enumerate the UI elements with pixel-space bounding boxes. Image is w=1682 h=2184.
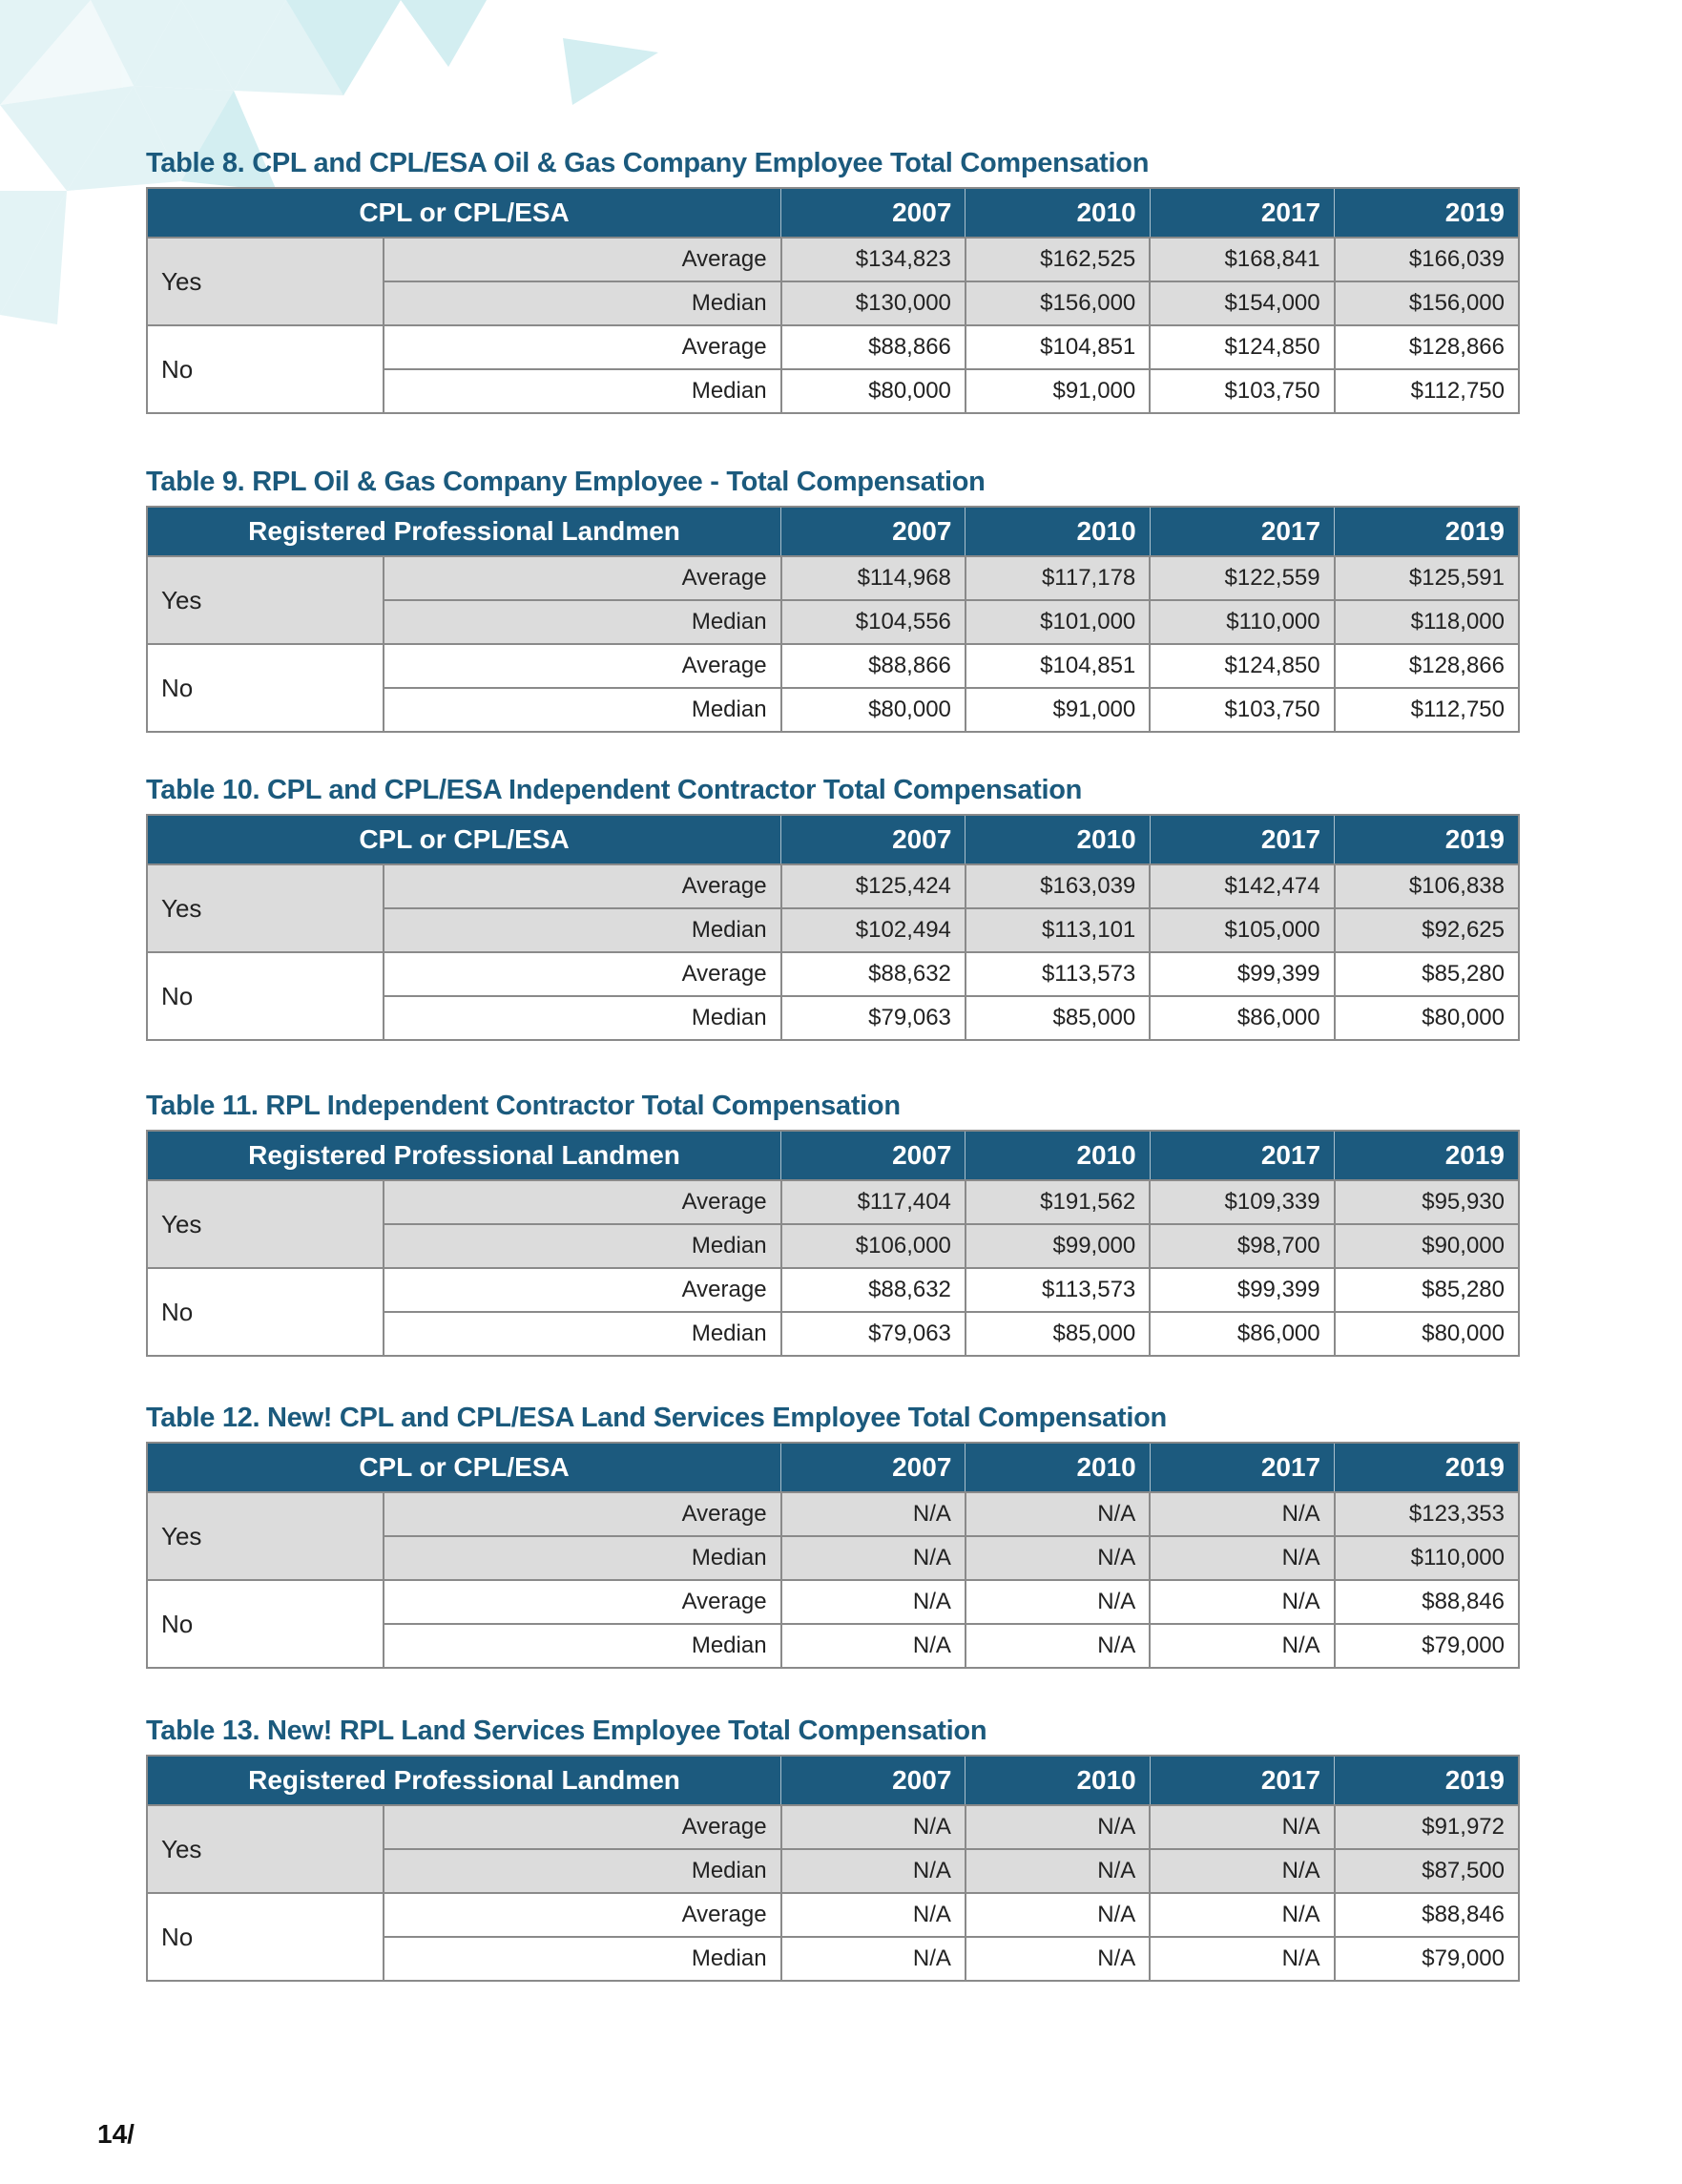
stat-label: Average xyxy=(384,1268,780,1312)
value-cell: N/A xyxy=(966,1937,1150,1981)
value-cell: $112,750 xyxy=(1335,688,1519,732)
value-cell: $102,494 xyxy=(781,908,966,952)
stat-label: Average xyxy=(384,556,780,600)
value-cell: N/A xyxy=(966,1805,1150,1849)
value-cell: $92,625 xyxy=(1335,908,1519,952)
year-header: 2010 xyxy=(966,1131,1150,1180)
value-cell: $88,846 xyxy=(1335,1893,1519,1937)
table-12-section xyxy=(146,1398,1520,1669)
table-row xyxy=(147,238,1519,281)
compensation-table xyxy=(146,506,1520,733)
value-cell: $113,101 xyxy=(966,908,1150,952)
page-number: 14/ xyxy=(97,2119,135,2149)
value-cell: $124,850 xyxy=(1150,325,1334,369)
compensation-table xyxy=(146,814,1520,1041)
value-cell: $80,000 xyxy=(781,369,966,413)
table-row xyxy=(147,864,1519,908)
value-cell: $103,750 xyxy=(1150,688,1334,732)
year-header: 2019 xyxy=(1335,815,1519,864)
value-cell: $117,404 xyxy=(781,1180,966,1224)
year-header: 2019 xyxy=(1335,507,1519,556)
stat-label: Average xyxy=(384,1492,780,1536)
value-cell: $113,573 xyxy=(966,952,1150,996)
value-cell: $95,930 xyxy=(1335,1180,1519,1224)
group-label: Yes xyxy=(147,1180,384,1268)
stat-label: Median xyxy=(384,1224,780,1268)
value-cell: $124,850 xyxy=(1150,644,1334,688)
value-cell: $142,474 xyxy=(1150,864,1334,908)
table-header-row xyxy=(147,815,1519,864)
year-header: 2007 xyxy=(781,188,966,238)
table-9-section xyxy=(146,462,1520,733)
group-label: Yes xyxy=(147,238,384,325)
group-label: No xyxy=(147,1268,384,1356)
stat-label: Median xyxy=(384,369,780,413)
table-8-section xyxy=(146,143,1520,414)
stat-label: Median xyxy=(384,1312,780,1356)
value-cell: $105,000 xyxy=(1150,908,1334,952)
stat-label: Average xyxy=(384,1180,780,1224)
value-cell: $98,700 xyxy=(1150,1224,1334,1268)
value-cell: N/A xyxy=(966,1624,1150,1668)
value-cell: N/A xyxy=(781,1624,966,1668)
value-cell: $88,632 xyxy=(781,1268,966,1312)
table-caption: Table 9. RPL Oil & Gas Company Employee - Total Compensation xyxy=(146,467,986,497)
value-cell: $85,280 xyxy=(1335,952,1519,996)
table-header-row xyxy=(147,188,1519,238)
table-13-section xyxy=(146,1711,1520,1982)
value-cell: N/A xyxy=(781,1492,966,1536)
value-cell: $91,000 xyxy=(966,688,1150,732)
table-caption: Table 8. CPL and CPL/ESA Oil & Gas Company Employee Total Compensation xyxy=(146,148,1150,178)
stat-label: Median xyxy=(384,1624,780,1668)
value-cell: $163,039 xyxy=(966,864,1150,908)
table-row xyxy=(147,644,1519,688)
compensation-table xyxy=(146,1755,1520,1982)
table-caption: Table 13. New! RPL Land Services Employee Total Compensation xyxy=(146,1716,987,1746)
value-cell: $162,525 xyxy=(966,238,1150,281)
value-cell: $117,178 xyxy=(966,556,1150,600)
value-cell: $79,000 xyxy=(1335,1624,1519,1668)
table-row xyxy=(147,1180,1519,1224)
value-cell: $88,846 xyxy=(1335,1580,1519,1624)
year-header: 2017 xyxy=(1150,1443,1334,1492)
year-header: 2017 xyxy=(1150,815,1334,864)
value-cell: N/A xyxy=(1150,1893,1334,1937)
value-cell: $112,750 xyxy=(1335,369,1519,413)
value-cell: $91,000 xyxy=(966,369,1150,413)
value-cell: N/A xyxy=(781,1580,966,1624)
value-cell: N/A xyxy=(1150,1805,1334,1849)
value-cell: $154,000 xyxy=(1150,281,1334,325)
group-label: Yes xyxy=(147,556,384,644)
year-header: 2007 xyxy=(781,1443,966,1492)
compensation-table xyxy=(146,1130,1520,1357)
value-cell: N/A xyxy=(966,1492,1150,1536)
value-cell: $106,000 xyxy=(781,1224,966,1268)
stat-label: Average xyxy=(384,238,780,281)
group-column-header: CPL or CPL/ESA xyxy=(147,188,781,238)
stat-label: Median xyxy=(384,996,780,1040)
table-row xyxy=(147,1805,1519,1849)
value-cell: $125,591 xyxy=(1335,556,1519,600)
year-header: 2019 xyxy=(1335,1756,1519,1805)
table-row xyxy=(147,1580,1519,1624)
value-cell: $88,866 xyxy=(781,325,966,369)
value-cell: N/A xyxy=(1150,1624,1334,1668)
value-cell: N/A xyxy=(1150,1580,1334,1624)
stat-label: Average xyxy=(384,1580,780,1624)
value-cell: N/A xyxy=(1150,1536,1334,1580)
table-caption: Table 12. New! CPL and CPL/ESA Land Services Employee Total Compensation xyxy=(146,1403,1167,1433)
value-cell: $79,063 xyxy=(781,996,966,1040)
group-label: No xyxy=(147,952,384,1040)
group-column-header: Registered Professional Landmen xyxy=(147,1756,781,1805)
value-cell: $109,339 xyxy=(1150,1180,1334,1224)
stat-label: Median xyxy=(384,1536,780,1580)
value-cell: $91,972 xyxy=(1335,1805,1519,1849)
year-header: 2010 xyxy=(966,1443,1150,1492)
value-cell: $104,851 xyxy=(966,325,1150,369)
stat-label: Average xyxy=(384,1805,780,1849)
value-cell: N/A xyxy=(781,1536,966,1580)
table-row xyxy=(147,556,1519,600)
value-cell: $99,399 xyxy=(1150,952,1334,996)
value-cell: N/A xyxy=(1150,1492,1334,1536)
value-cell: $113,573 xyxy=(966,1268,1150,1312)
value-cell: $156,000 xyxy=(1335,281,1519,325)
table-header-row xyxy=(147,1443,1519,1492)
value-cell: $85,000 xyxy=(966,1312,1150,1356)
value-cell: N/A xyxy=(781,1893,966,1937)
year-header: 2010 xyxy=(966,1756,1150,1805)
table-row xyxy=(147,1893,1519,1937)
year-header: 2017 xyxy=(1150,507,1334,556)
value-cell: $88,632 xyxy=(781,952,966,996)
year-header: 2019 xyxy=(1335,1443,1519,1492)
year-header: 2017 xyxy=(1150,1131,1334,1180)
table-row xyxy=(147,1492,1519,1536)
stat-label: Average xyxy=(384,1893,780,1937)
value-cell: $166,039 xyxy=(1335,238,1519,281)
value-cell: N/A xyxy=(966,1536,1150,1580)
value-cell: $79,000 xyxy=(1335,1937,1519,1981)
value-cell: N/A xyxy=(781,1937,966,1981)
group-label: Yes xyxy=(147,1805,384,1893)
table-caption: Table 11. RPL Independent Contractor Total Compensation xyxy=(146,1091,901,1121)
value-cell: N/A xyxy=(966,1849,1150,1893)
value-cell: $134,823 xyxy=(781,238,966,281)
value-cell: $114,968 xyxy=(781,556,966,600)
stat-label: Average xyxy=(384,644,780,688)
stat-label: Median xyxy=(384,600,780,644)
group-column-header: Registered Professional Landmen xyxy=(147,507,781,556)
value-cell: $104,851 xyxy=(966,644,1150,688)
value-cell: N/A xyxy=(1150,1849,1334,1893)
stat-label: Average xyxy=(384,325,780,369)
value-cell: N/A xyxy=(966,1580,1150,1624)
value-cell: $99,000 xyxy=(966,1224,1150,1268)
value-cell: $128,866 xyxy=(1335,644,1519,688)
year-header: 2010 xyxy=(966,507,1150,556)
table-header-row xyxy=(147,1131,1519,1180)
value-cell: $87,500 xyxy=(1335,1849,1519,1893)
value-cell: N/A xyxy=(1150,1937,1334,1981)
year-header: 2010 xyxy=(966,188,1150,238)
year-header: 2007 xyxy=(781,1756,966,1805)
value-cell: $99,399 xyxy=(1150,1268,1334,1312)
value-cell: $80,000 xyxy=(781,688,966,732)
value-cell: $123,353 xyxy=(1335,1492,1519,1536)
stat-label: Median xyxy=(384,908,780,952)
value-cell: $86,000 xyxy=(1150,996,1334,1040)
value-cell: $128,866 xyxy=(1335,325,1519,369)
year-header: 2017 xyxy=(1150,1756,1334,1805)
group-column-header: CPL or CPL/ESA xyxy=(147,1443,781,1492)
table-11-section xyxy=(146,1086,1520,1357)
year-header: 2007 xyxy=(781,507,966,556)
table-row xyxy=(147,952,1519,996)
group-column-header: Registered Professional Landmen xyxy=(147,1131,781,1180)
group-label: No xyxy=(147,1893,384,1981)
value-cell: $106,838 xyxy=(1335,864,1519,908)
value-cell: $88,866 xyxy=(781,644,966,688)
stat-label: Median xyxy=(384,688,780,732)
value-cell: $104,556 xyxy=(781,600,966,644)
table-caption: Table 10. CPL and CPL/ESA Independent Contractor Total Compensation xyxy=(146,775,1083,805)
group-label: Yes xyxy=(147,1492,384,1580)
value-cell: N/A xyxy=(966,1893,1150,1937)
table-header-row xyxy=(147,507,1519,556)
year-header: 2017 xyxy=(1150,188,1334,238)
value-cell: $110,000 xyxy=(1150,600,1334,644)
table-10-section xyxy=(146,770,1520,1041)
year-header: 2019 xyxy=(1335,188,1519,238)
value-cell: $85,000 xyxy=(966,996,1150,1040)
value-cell: $101,000 xyxy=(966,600,1150,644)
group-label: Yes xyxy=(147,864,384,952)
value-cell: $103,750 xyxy=(1150,369,1334,413)
year-header: 2007 xyxy=(781,1131,966,1180)
table-row xyxy=(147,325,1519,369)
value-cell: N/A xyxy=(781,1849,966,1893)
value-cell: $168,841 xyxy=(1150,238,1334,281)
value-cell: $110,000 xyxy=(1335,1536,1519,1580)
value-cell: $191,562 xyxy=(966,1180,1150,1224)
value-cell: $122,559 xyxy=(1150,556,1334,600)
group-column-header: CPL or CPL/ESA xyxy=(147,815,781,864)
value-cell: $90,000 xyxy=(1335,1224,1519,1268)
stat-label: Average xyxy=(384,952,780,996)
value-cell: $130,000 xyxy=(781,281,966,325)
value-cell: N/A xyxy=(781,1805,966,1849)
value-cell: $86,000 xyxy=(1150,1312,1334,1356)
value-cell: $79,063 xyxy=(781,1312,966,1356)
group-label: No xyxy=(147,644,384,732)
compensation-table xyxy=(146,1442,1520,1669)
table-row xyxy=(147,1268,1519,1312)
stat-label: Average xyxy=(384,864,780,908)
year-header: 2010 xyxy=(966,815,1150,864)
table-header-row xyxy=(147,1756,1519,1805)
group-label: No xyxy=(147,325,384,413)
group-label: No xyxy=(147,1580,384,1668)
value-cell: $156,000 xyxy=(966,281,1150,325)
stat-label: Median xyxy=(384,1937,780,1981)
value-cell: $80,000 xyxy=(1335,996,1519,1040)
value-cell: $118,000 xyxy=(1335,600,1519,644)
stat-label: Median xyxy=(384,1849,780,1893)
value-cell: $125,424 xyxy=(781,864,966,908)
year-header: 2019 xyxy=(1335,1131,1519,1180)
value-cell: $85,280 xyxy=(1335,1268,1519,1312)
value-cell: $80,000 xyxy=(1335,1312,1519,1356)
stat-label: Median xyxy=(384,281,780,325)
year-header: 2007 xyxy=(781,815,966,864)
compensation-table xyxy=(146,187,1520,414)
